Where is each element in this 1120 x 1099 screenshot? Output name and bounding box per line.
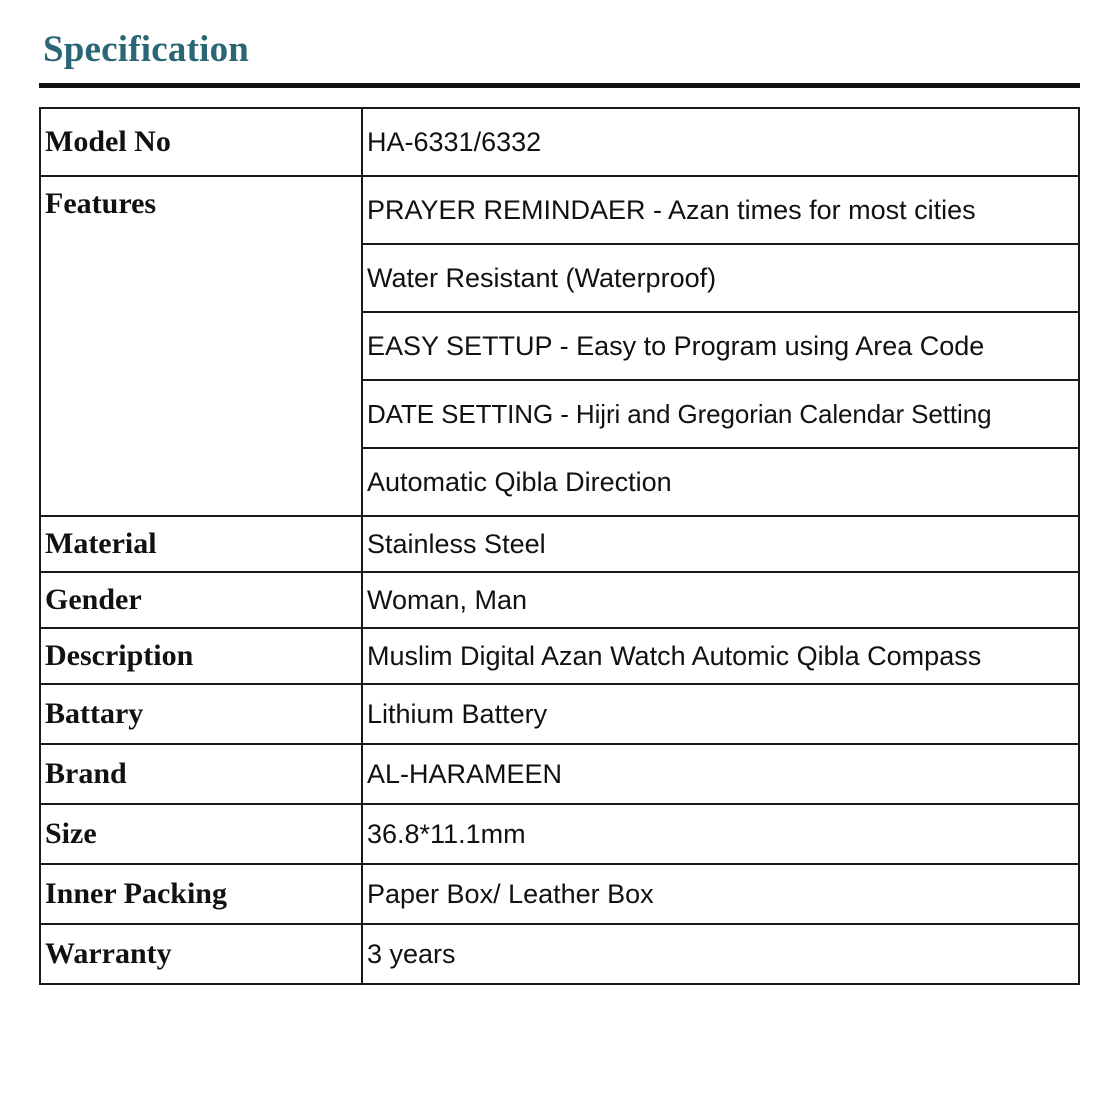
table-row-gender [40, 572, 1079, 628]
label-description: Description [40, 628, 362, 684]
table-row-warranty [40, 924, 1079, 984]
table-row-size [40, 804, 1079, 864]
feature-item: PRAYER REMINDAER - Azan times for most cities [362, 176, 1079, 244]
value-brand: AL-HARAMEEN [362, 744, 1079, 804]
value-size: 36.8*11.1mm [362, 804, 1079, 864]
value-gender: Woman, Man [362, 572, 1079, 628]
label-battery: Battary [40, 684, 362, 744]
label-warranty: Warranty [40, 924, 362, 984]
value-material: Stainless Steel [362, 516, 1079, 572]
value-model-no: HA-6331/6332 [362, 108, 1079, 176]
table-row-battery [40, 684, 1079, 744]
feature-item: Automatic Qibla Direction [362, 448, 1079, 516]
specification-table [39, 107, 1080, 985]
table-row-model [40, 108, 1079, 176]
label-model-no: Model No [40, 108, 362, 176]
table-row-material [40, 516, 1079, 572]
label-size: Size [40, 804, 362, 864]
feature-item: EASY SETTUP - Easy to Program using Area Code [362, 312, 1079, 380]
table-row-brand [40, 744, 1079, 804]
label-brand: Brand [40, 744, 362, 804]
value-inner-packing: Paper Box/ Leather Box [362, 864, 1079, 924]
table-row-description [40, 628, 1079, 684]
table-row-features [40, 176, 1079, 244]
page-title: Specification [43, 29, 250, 70]
table-row-packing [40, 864, 1079, 924]
value-battery: Lithium Battery [362, 684, 1079, 744]
label-gender: Gender [40, 572, 362, 628]
label-material: Material [40, 516, 362, 572]
title-divider [39, 83, 1080, 88]
feature-item: DATE SETTING - Hijri and Gregorian Calendar Setting [362, 380, 1079, 448]
label-inner-packing: Inner Packing [40, 864, 362, 924]
value-description: Muslim Digital Azan Watch Automic Qibla Compass [362, 628, 1079, 684]
label-features: Features [40, 176, 362, 516]
value-warranty: 3 years [362, 924, 1079, 984]
feature-item: Water Resistant (Waterproof) [362, 244, 1079, 312]
